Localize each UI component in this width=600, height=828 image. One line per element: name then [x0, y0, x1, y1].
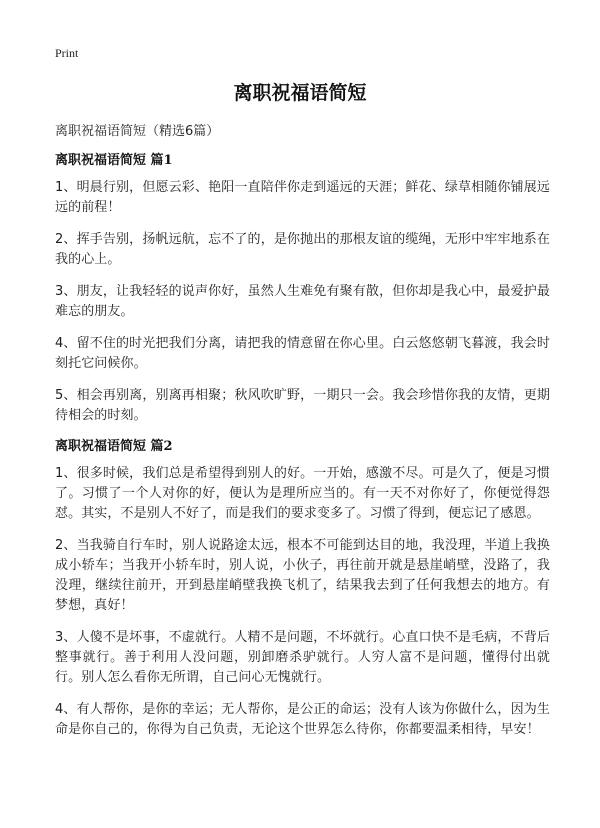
paragraph: 2、当我骑自行车时，别人说路途太远，根本不可能到达目的地，我没理，半道上我换成小轿车；当我开小轿车时，别人说，小伙子，再往前开就是悬崖峭壁，没路了，我没理，继续往前开，开到悬崖峭壁我换飞机了，结果我去到了任何我想去的地方。有梦想，真好！: [55, 538, 550, 613]
paragraph: 2、挥手告别，扬帆远航，忘不了的，是你抛出的那根友谊的缆绳，无形中牢牢地系在我的心上。: [55, 232, 550, 267]
page-title: 离职祝福语简短: [233, 82, 367, 104]
page-subtitle: 离职祝福语简短（精选6篇）: [55, 124, 220, 139]
paragraph: 1、明晨行别，但愿云彩、艳阳一直陪伴你走到遥远的天涯；鲜花、绿草相随你铺展远远的前程！: [55, 180, 550, 215]
paragraph: 1、很多时候，我们总是希望得到别人的好。一开始，感激不尽。可是久了，便是习惯了。习惯了一个人对你的好，便认为是理所应当的。有一天不对你好了，你便觉得怨怼。其实，不是别人不好了，而是我们的要求变多了。习惯了得到，便忘记了感恩。: [55, 466, 550, 521]
paragraph: 3、朋友，让我轻轻的说声你好，虽然人生难免有聚有散，但你却是我心中，最爱护最难忘的朋友。: [55, 284, 550, 319]
article-body: [55, 148, 550, 752]
section-2: [55, 438, 550, 740]
section-heading: 离职祝福语简短 篇1: [55, 153, 173, 168]
paragraph: 5、相会再别离，别离再相聚；秋风吹旷野，一期只一会。我会珍惜你我的友情，更期待相会的时刻。: [55, 388, 550, 423]
section-1: [55, 152, 550, 426]
print-label: Print: [55, 46, 79, 60]
paragraph: 4、有人帮你，是你的幸运；无人帮你，是公正的命运；没有人该为你做什么，因为生命是你自己的，你得为自己负责，无论这个世界怎么待你，你都要温柔相待，早安！: [55, 702, 550, 737]
paragraph: 4、留不住的时光把我们分离，请把我的情意留在你心里。白云悠悠朝飞暮渡，我会时刻托它问候你。: [55, 336, 550, 371]
section-heading: 离职祝福语简短 篇2: [55, 439, 173, 454]
paragraph: 3、人傻不是坏事，不虚就行。人精不是问题，不坏就行。心直口快不是毛病，不背后整事就行。善于利用人没问题，别卸磨杀驴就行。人穷人富不是问题，懂得付出就行。别人怎么看你无所谓，自己问心无愧就行。: [55, 630, 550, 685]
